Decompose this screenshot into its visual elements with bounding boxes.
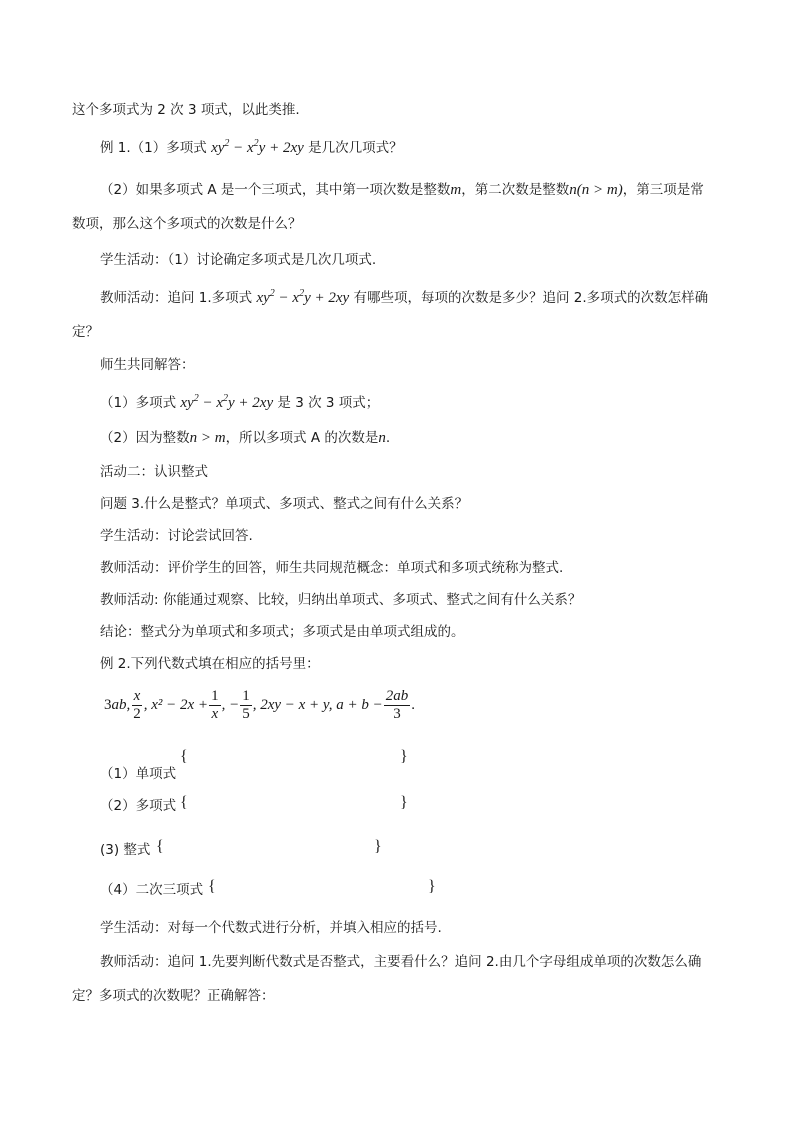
left-brace: { — [208, 878, 216, 895]
right-brace: } — [400, 794, 408, 811]
bracket-integral-label: (3) 整式 — [100, 842, 151, 858]
bracket-polynomial-label: （2）多项式 — [100, 798, 177, 814]
text-line: 数项，那么这个多项式的次数是什么？ — [72, 216, 302, 232]
right-brace: } — [374, 838, 382, 855]
left-brace: { — [156, 838, 164, 855]
polynomial-expression: $xy^2 - x^2y + 2xy$ — [211, 138, 304, 156]
fraction: $\frac{1}{5}$ — [242, 688, 250, 722]
right-brace: } — [400, 748, 408, 765]
section-heading: 活动二：认识整式 — [100, 464, 208, 480]
expression-list: 3 ab, $\frac{x}{2}$ , x² − 2x + $\frac{1}{x}$ , − $\frac{1}{5}$ , 2xy − x + y, a + b − $\frac{2ab}{3}$ . — [104, 688, 415, 722]
text-line: 教师活动：追问 1.先要判断代数式是否整式，主要看什么？追问 2.由几个字母组成单项的次数怎么确 — [100, 954, 702, 970]
example-1-question-1: 例 1.（1）多项式 $xy^2 - x^2y + 2xy$ 是几次几项式？ — [100, 138, 403, 156]
text-line: 定？多项式的次数呢？正确解答： — [72, 988, 275, 1004]
teacher-activity: 教师活动：追问 1.多项式 $xy^2 - x^2y + 2xy$ 有哪些项，每项的次数是多少？追问 2.多项式的次数怎样确 — [100, 288, 709, 306]
text-line: 学生活动：讨论尝试回答. — [100, 528, 253, 544]
text-line: 教师活动: 你能通过观察、比较，归纳出单项式、多项式、整式之间有什么关系？ — [100, 592, 582, 608]
example-2: 例 2.下列代数式填在相应的括号里： — [100, 656, 320, 672]
text-line: 定？ — [72, 324, 99, 340]
fraction: $\frac{x}{2}$ — [133, 688, 141, 722]
bracket-monomial-label: （1）单项式 — [100, 766, 177, 782]
answer-2: （2）因为整数n > m，所以多项式 A 的次数是n. — [100, 430, 391, 446]
right-brace: } — [428, 878, 436, 895]
bracket-quadratic-trinomial-label: （4）二次三项式 — [100, 882, 204, 898]
example-1-question-2: （2）如果多项式 A 是一个三项式，其中第一项次数是整数m，第二次数是整数n(n > m)，第三项是常 — [100, 182, 704, 198]
text-line: 教师活动：评价学生的回答，师生共同规范概念：单项式和多项式统称为整式. — [100, 560, 564, 576]
left-brace: { — [180, 794, 188, 811]
left-brace: { — [180, 748, 188, 765]
text-line: 师生共同解答： — [100, 357, 195, 373]
fraction: $\frac{1}{x}$ — [211, 688, 219, 722]
question-3: 问题 3.什么是整式？单项式、多项式、整式之间有什么关系？ — [100, 496, 469, 512]
text-line: 学生活动：（1）讨论确定多项式是几次几项式. — [100, 252, 377, 268]
fraction: $\frac{2ab}{3}$ — [385, 688, 409, 722]
text-line: 这个多项式为 2 次 3 项式，以此类推. — [72, 102, 300, 118]
answer-1: （1）多项式 $xy^2 - x^2y + 2xy$ 是 3 次 3 项式； — [100, 393, 380, 411]
conclusion: 结论：整式分为单项式和多项式；多项式是由单项式组成的。 — [100, 624, 465, 640]
text-line: 学生活动：对每一个代数式进行分析，并填入相应的括号. — [100, 920, 442, 936]
